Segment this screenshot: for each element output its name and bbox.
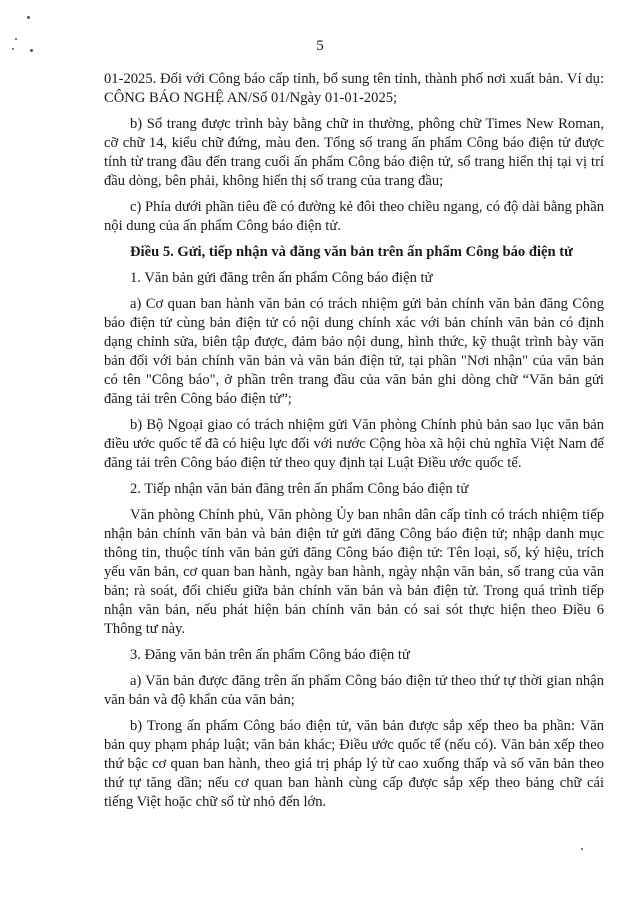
paragraph-1a: a) Cơ quan ban hành văn bản có trách nhiệm gửi bản chính văn bản đăng Công báo điện tử cùng bản điện tử có nội dung chính xác với bản chính văn bản có định dạng chỉnh sửa, biên tập được, đảm bảo nội dung, hình thức, kỹ thuật trình bày văn bản đối với bản chính văn bản và văn bản điện tử, tại phần "Nơi nhận" của văn bản có tên "Công báo", ở phần trên trang đầu của văn bản ghi dòng chữ “Văn bản gửi đăng tải trên Công báo điện tử”;	[104, 296, 604, 407]
paragraph-item-c: c) Phía dưới phần tiêu đề có đường kẻ đôi theo chiều ngang, có độ dài bằng phần nội dung của ấn phẩm Công báo điện tử.	[104, 199, 604, 234]
section-1-heading: 1. Văn bản gửi đăng trên ấn phẩm Công báo điện tử	[130, 270, 433, 286]
paragraph-item-b: b) Số trang được trình bày bằng chữ in thường, phông chữ Times New Roman, cỡ chữ 14, kiểu chữ đứng, màu đen. Tổng số trang ấn phẩm Công báo điện tử được tính từ trang đầu đến trang cuối ấn phẩm Công báo điện tử, số trang hiển thị tại vị trí đầu dòng, bên phải, không hiển thị số trang của trang đầu;	[104, 116, 604, 189]
section-2-heading: 2. Tiếp nhận văn bản đăng trên ấn phẩm Công báo điện tử	[130, 481, 469, 497]
paragraph-2-body: Văn phòng Chính phủ, Văn phòng Ủy ban nhân dân cấp tỉnh có trách nhiệm tiếp nhận bản chính văn bản và bản điện tử gửi đăng Công báo điện tử; nhập danh mục thông tin, thuộc tính văn bản gửi đăng Công báo điện tử: Tên loại, số, ký hiệu, trích yếu văn bản, cơ quan ban hành, ngày ban hành, ngày nhận văn bản, số trang của văn bản; rà soát, đối chiếu giữa bản chính văn bản và bản điện tử. Trong quá trình tiếp nhận văn bản, nếu phát hiện bản chính văn bản có sai sót thực hiện theo Điều 6 Thông tư này.	[104, 507, 604, 637]
document-body	[104, 70, 604, 819]
section-3-heading: 3. Đăng văn bản trên ấn phẩm Công báo điện tử	[130, 647, 410, 663]
paragraph-continuation: 01-2025. Đối với Công báo cấp tỉnh, bổ sung tên tỉnh, thành phố nơi xuất bản. Ví dụ: CÔNG BÁO NGHỆ AN/Số 01/Ngày 01-01-2025;	[104, 71, 604, 106]
scan-speck	[27, 16, 30, 19]
paragraph-3b: b) Trong ấn phẩm Công báo điện tử, văn bản được sắp xếp theo ba phần: Văn bản quy phạm pháp luật; văn bản khác; Điều ước quốc tế (nếu có). Văn bản xếp theo thứ bậc cơ quan ban hành, theo giá trị pháp lý từ cao xuống thấp và số văn bản theo thứ tự tăng dần; nếu cơ quan ban hành cùng cấp được sắp xếp theo bảng chữ cái tiếng Việt hoặc chữ số từ nhỏ đến lớn.	[104, 718, 604, 810]
page-number: 5	[316, 38, 324, 54]
paragraph-1b: b) Bộ Ngoại giao có trách nhiệm gửi Văn phòng Chính phủ bản sao lục văn bản điều ước quốc tế đã có hiệu lực đối với nước Cộng hòa xã hội chủ nghĩa Việt Nam để đăng tải trên Công báo điện tử theo quy định tại Luật Điều ước quốc tế.	[104, 417, 604, 471]
scan-speck	[581, 848, 583, 850]
article-5-heading: Điều 5. Gửi, tiếp nhận và đăng văn bản trên ấn phẩm Công báo điện tử	[130, 244, 573, 260]
paragraph-3a: a) Văn bản được đăng trên ấn phẩm Công báo điện tử theo thứ tự thời gian nhận văn bản và độ khẩn của văn bản;	[104, 673, 604, 708]
